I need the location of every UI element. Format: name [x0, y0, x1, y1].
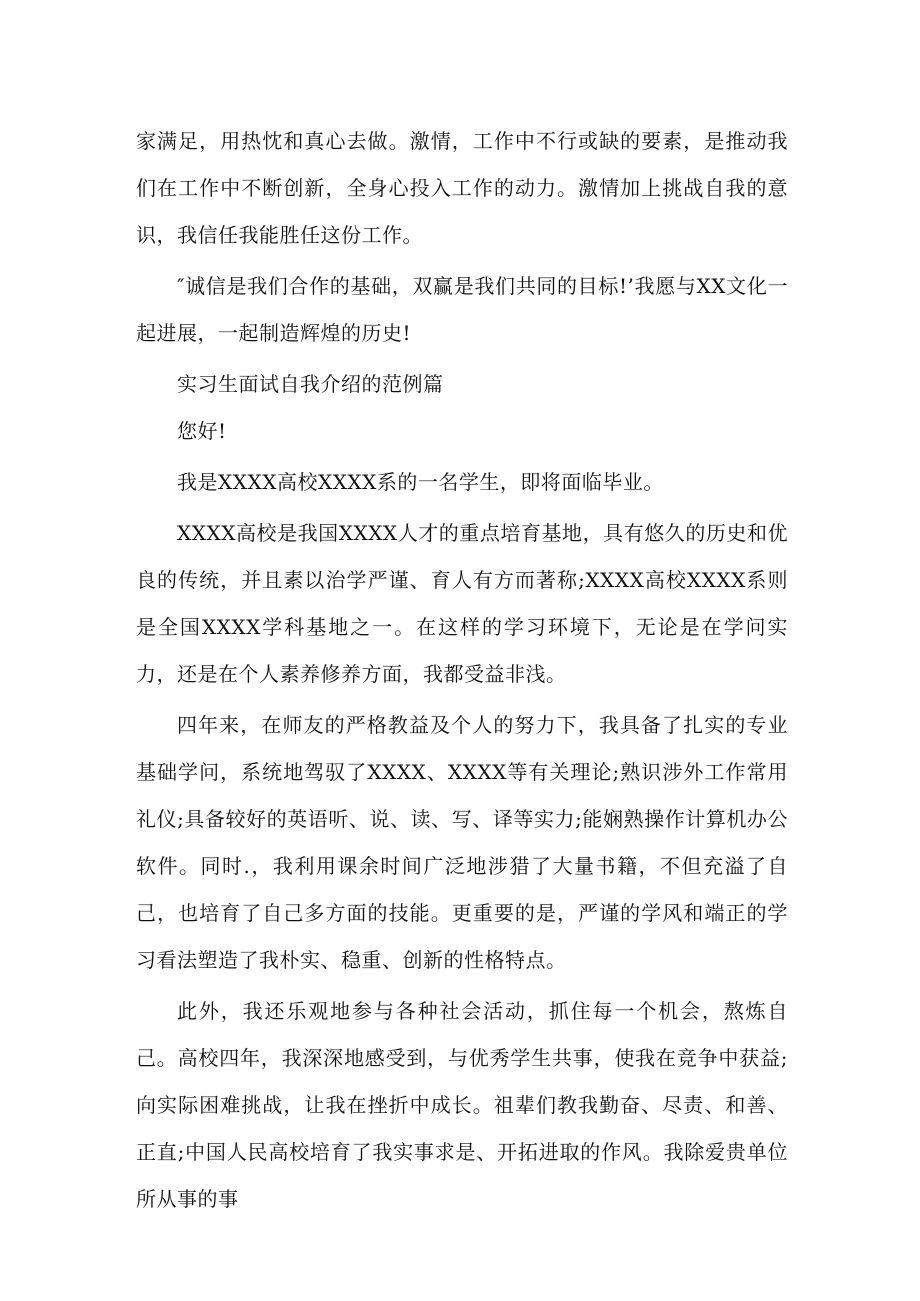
section-heading: 实习生面试自我介绍的范例篇: [177, 372, 444, 396]
paragraph-continuation: 家满足，用热忱和真心去做。激情，工作中不行或缺的要素，是推动我们在工作中不断创新，全身心投入工作的动力。激情加上挑战自我的意识，我信任我能胜任这份工作。: [136, 129, 788, 247]
paragraph-introduction: 我是XXXX高校XXXX系的一名学生，即将面临毕业。: [177, 470, 664, 494]
paragraph-university: XXXX高校是我国XXXX人才的重点培育基地，具有悠久的历史和优良的传统，并且素以治学严谨、育人有方而著称;XXXX高校XXXX系则是全国XXXX学科基地之一。在这样的学习环境下，无论是在学问实力，还是在个人素养修养方面，我都受益非浅。: [136, 521, 788, 686]
paragraph-studies: 四年来，在师友的严格教益及个人的努力下，我具备了扎实的专业基础学问，系统地驾驭了XXXX、XXXX等有关理论;熟识涉外工作常用礼仪;具备较好的英语听、说、读、写、译等实力;能娴熟操作计算机办公软件。同时.，我利用课余时间广泛地涉猎了大量书籍，不但充溢了自己，也培育了自己多方面的技能。更重要的是，严谨的学风和端正的学习看法塑造了我朴实、稳重、创新的性格特点。: [136, 713, 788, 972]
paragraph-motto: ″诚信是我们合作的基础，双赢是我们共同的目标!’我愿与XX文化一起进展，一起制造辉煌的历史!: [136, 274, 788, 345]
document-body: [136, 118, 788, 1223]
paragraph-activities: 此外，我还乐观地参与各种社会活动，抓住每一个机会，熬炼自己。高校四年，我深深地感受到，与优秀学生共事，使我在竞争中获益;向实际困难挑战，让我在挫折中成长。祖辈们教我勤奋、尽责、和善、正直;中国人民高校培育了我实事求是、开拓进取的作风。我除爱贵单位所从事的事: [136, 999, 788, 1211]
greeting: 您好!: [177, 419, 227, 443]
